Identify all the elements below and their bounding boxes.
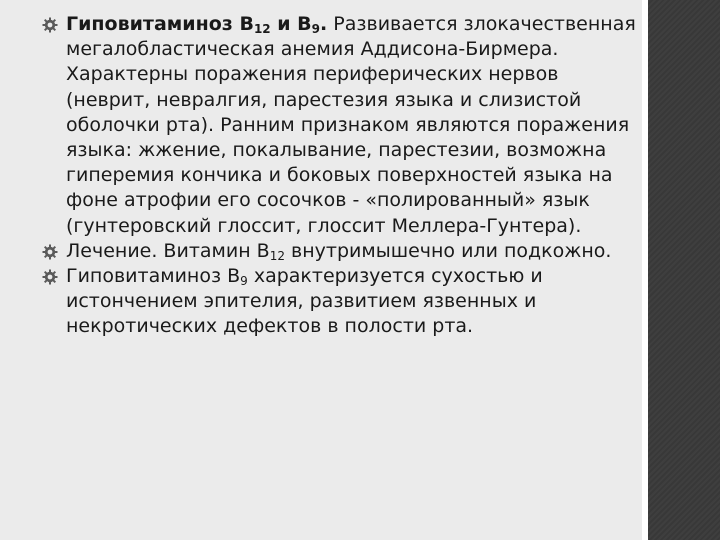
bullet-text — [66, 240, 611, 262]
heading-post: . — [320, 13, 328, 35]
heading-mid: и В — [270, 13, 312, 35]
subscript-12: 12 — [269, 248, 285, 263]
heading-subscript-9: 9 — [311, 22, 321, 36]
subscript-9: 9 — [240, 274, 248, 289]
bullet-treatment — [36, 239, 636, 264]
bullet-vitamin-b9 — [36, 264, 636, 340]
bullet-pre: Гиповитаминоз В — [66, 265, 241, 288]
heading-pre: Гиповитаминоз В — [66, 13, 254, 35]
bullet-post: внутримышечно или подкожно. — [284, 239, 612, 262]
side-decoration-strip — [648, 0, 720, 540]
bullet-post: характеризуется сухостью и истончением эпителия, развитием язвенных и некротических дефектов в полости рта. — [66, 265, 543, 338]
heading-subscript-12: 12 — [253, 22, 271, 36]
bullet-heading — [66, 13, 327, 35]
bullet-text — [66, 13, 636, 237]
gear-bullet-icon — [42, 17, 58, 33]
bullet-vitamin-b12-b9 — [36, 12, 636, 239]
slide-content — [36, 12, 636, 340]
bullet-text — [66, 265, 543, 337]
bullet-pre: Лечение. Витамин В — [66, 239, 270, 262]
bullet-body: Развивается злокачественная мегалобластическая анемия Аддисона-Бирмера. Характерны поражения периферических нервов (неврит, невралгия, парестезия языка и слизистой оболочки рта). Ранним признаком являются поражения языка: жжение, покалывание, парестезии, возможна гиперемия кончика и боковых поверхностей языка на фоне атрофии его сосочков - «полированный» язык (гунтеровский глоссит, глоссит Меллера-Гунтера). — [66, 13, 636, 237]
gear-bullet-icon — [42, 269, 58, 285]
gear-bullet-icon — [42, 244, 58, 260]
